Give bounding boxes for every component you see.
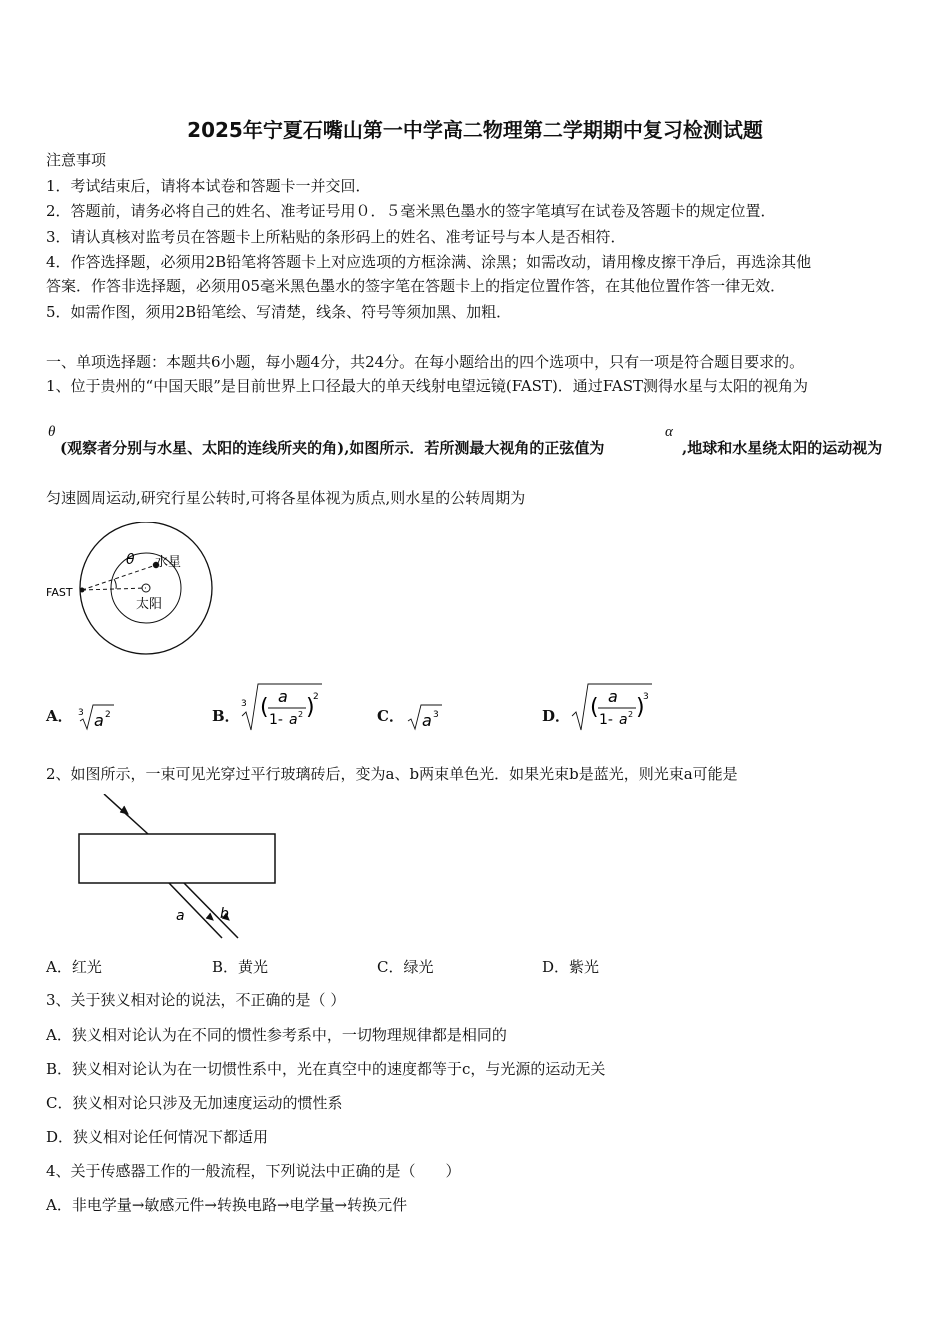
q2-option-a: A．红光 <box>46 958 102 976</box>
alpha-symbol: α <box>665 424 673 440</box>
svg-text:2: 2 <box>313 692 319 702</box>
svg-text:2: 2 <box>105 710 111 720</box>
q2-option-d: D．紫光 <box>542 958 600 976</box>
q4-option-a: A．非电学量→敏感元件→转换电路→电学量→转换元件 <box>46 1196 408 1214</box>
glass-brick <box>79 834 275 883</box>
glass-brick-figure <box>76 794 280 942</box>
svg-text:(: ( <box>590 695 599 720</box>
q1-option-a-formula <box>76 701 116 731</box>
label-b: b <box>220 906 229 922</box>
fast-label: FAST <box>46 586 73 599</box>
q1-option-b-formula <box>240 682 326 732</box>
label-a: a <box>176 908 185 924</box>
fast-orbit-figure <box>44 522 216 656</box>
angle-arc <box>114 579 116 589</box>
page-title: 2025年宁夏石嘴山第一中学高二物理第二学期期中复习检测试题 <box>187 118 763 142</box>
q1-line2b: ,地球和水星绕太阳的运动视为 <box>682 439 883 457</box>
line-to-sun <box>82 588 146 590</box>
ray-a-arrow <box>206 913 213 920</box>
svg-text:1-: 1- <box>269 712 283 728</box>
q2-stem: 2、如图所示，一束可见光穿过平行玻璃砖后，变为a、b两束单色光．如果光束b是蓝光，则光束a可能是 <box>46 765 738 783</box>
svg-text:a: a <box>422 711 432 730</box>
q1-option-c-label: C． <box>377 707 404 725</box>
svg-text:a: a <box>608 687 618 706</box>
svg-text:3: 3 <box>643 692 649 702</box>
svg-text:2: 2 <box>628 710 634 719</box>
ray-b <box>184 883 238 938</box>
svg-text:3: 3 <box>78 708 84 718</box>
q1-option-b-label: B． <box>212 707 240 725</box>
notice-item-4-cont: 答案．作答非选择题，必须用05毫米黑色墨水的签字笔在答题卡上的指定位置作答，在其他位置作答一律无效． <box>46 277 786 295</box>
svg-text:3: 3 <box>433 710 439 720</box>
q2-option-c: C．绿光 <box>377 958 434 976</box>
q3-option-c: C．狭义相对论只涉及无加速度运动的惯性系 <box>46 1094 343 1112</box>
svg-text:a: a <box>619 712 628 728</box>
svg-text:(: ( <box>260 695 269 720</box>
q1-line3: 匀速圆周运动,研究行星公转时,可将各星体视为质点,则水星的公转周期为 <box>46 489 526 507</box>
q3-option-d: D．狭义相对论任何情况下都适用 <box>46 1128 269 1146</box>
section-heading: 一、单项选择题：本题共6小题，每小题4分，共24分。在每小题给出的四个选项中，只有一项是符合题目要求的。 <box>46 353 805 371</box>
q1-line1: 1、位于贵州的“中国天眼”是目前世界上口径最大的单天线射电望远镜(FAST)．通过FAST测得水星与太阳的视角为 <box>46 377 809 395</box>
q1-option-d-formula <box>570 682 656 732</box>
line-to-mercury <box>82 565 156 590</box>
svg-text:): ) <box>636 695 645 720</box>
notice-item-1: 1．考试结束后，请将本试卷和答题卡一并交回． <box>46 177 371 195</box>
q3-option-a: A．狭义相对论认为在不同的惯性参考系中，一切物理规律都是相同的 <box>46 1026 507 1044</box>
theta-label: θ <box>126 552 135 568</box>
svg-text:a: a <box>94 711 104 730</box>
q2-option-b: B．黄光 <box>212 958 269 976</box>
notice-item-3: 3．请认真核对监考员在答题卡上所粘贴的条形码上的姓名、准考证号与本人是否相符． <box>46 228 626 246</box>
svg-text:a: a <box>289 712 298 728</box>
notice-heading: 注意事项 <box>46 151 107 169</box>
theta-symbol: θ <box>48 424 56 440</box>
q3-option-b: B．狭义相对论认为在一切惯性系中，光在真空中的速度都等于c，与光源的运动无关 <box>46 1060 606 1078</box>
q1-option-d-label: D． <box>542 707 571 725</box>
notice-item-2: 2．答题前，请务必将自己的姓名、准考证号用０．５毫米黑色墨水的签字笔填写在试卷及答题卡的规定位置． <box>46 202 776 220</box>
q1-line2a: (观察者分别与水星、太阳的连线所夹的角),如图所示．若所测最大视角的正弦值为 <box>60 439 605 457</box>
svg-text:a: a <box>278 687 288 706</box>
notice-item-5: 5．如需作图，须用2B铅笔绘、写清楚，线条、符号等须加黑、加粗． <box>46 303 512 321</box>
mercury-label: 水星 <box>155 555 182 570</box>
q1-option-c-formula <box>406 701 446 731</box>
q3-stem: 3、关于狭义相对论的说法，不正确的是（ ） <box>46 991 346 1009</box>
svg-text:): ) <box>306 695 315 720</box>
sun-label: 太阳 <box>136 597 163 612</box>
q1-option-a-label: A． <box>46 707 73 725</box>
svg-text:1-: 1- <box>599 712 613 728</box>
q4-stem: 4、关于传感器工作的一般流程，下列说法中正确的是（ ） <box>46 1162 461 1180</box>
notice-item-4: 4．作答选择题，必须用2B铅笔将答题卡上对应选项的方框涂满、涂黑；如需改动，请用橡皮擦干净后，再选涂其他 <box>46 253 812 271</box>
svg-text:2: 2 <box>298 710 304 719</box>
svg-text:3: 3 <box>241 699 247 709</box>
